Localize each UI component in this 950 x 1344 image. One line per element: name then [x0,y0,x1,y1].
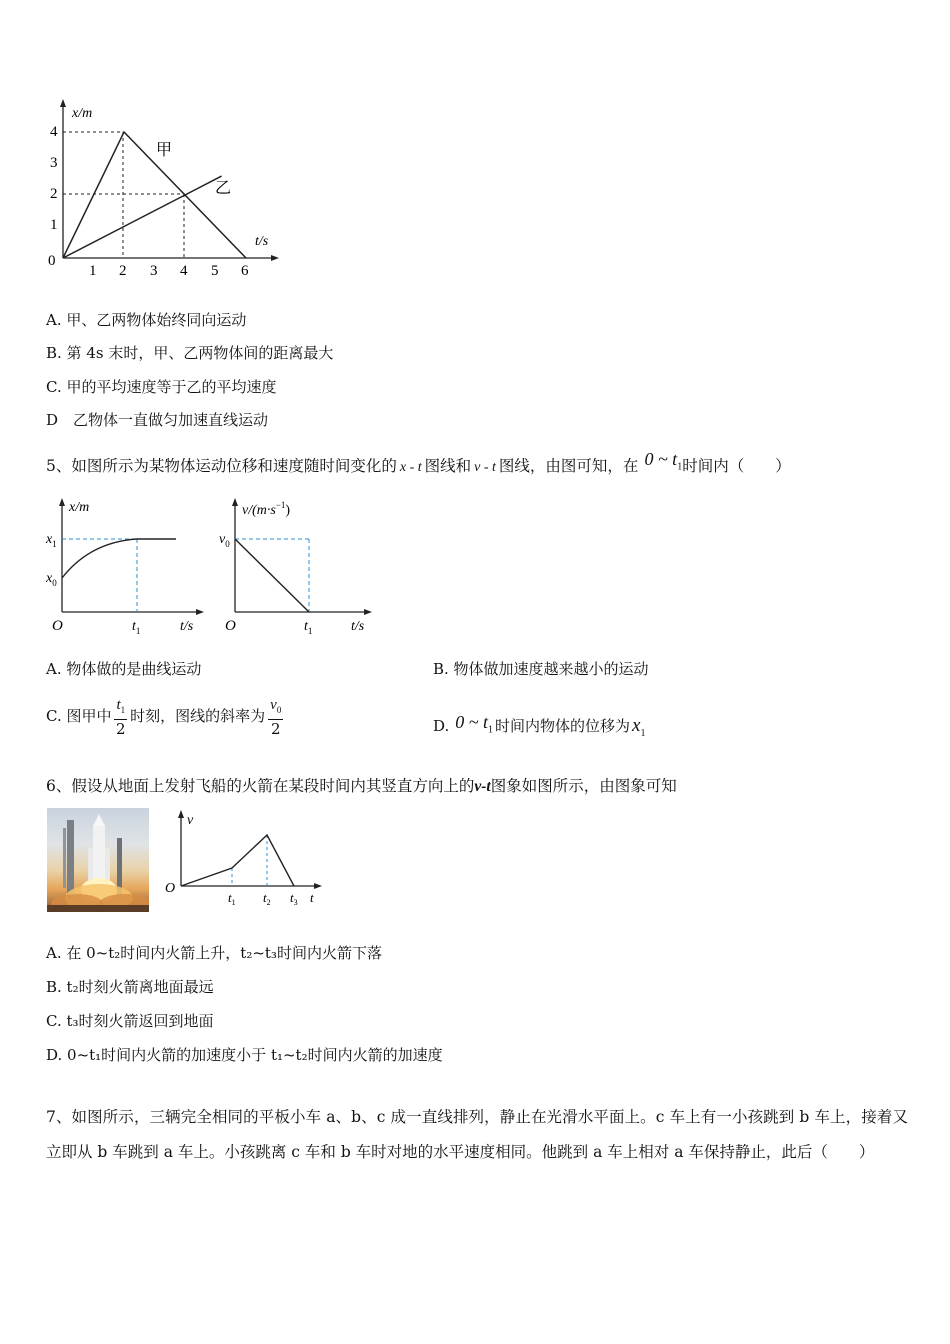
q5-option-d-interval: 0 ~ $t_1$ [455,712,494,736]
q5-stem-part3: 图线，由图可知，在 [498,457,639,475]
x-tick-label: 5 [211,263,219,279]
q5-g1-origin: O [52,618,63,634]
q6-stem-vt: v-t [474,778,491,795]
frac-num: $v_0$ [268,696,283,720]
frac-den: 2 [270,720,281,738]
frac-num: $t_1$ [114,696,127,720]
q5-stem-part1: 5、如图所示为某物体运动位移和速度随时间变化的 [46,457,397,475]
y-tick-label: 3 [50,155,58,171]
q6-t1-tick: $t_1$ [228,890,236,907]
q7-stem-line1: 7、如图所示，三辆完全相同的平板小车 a、b、c 成一直线排列，静止在光滑水平面上。c 车上有一小孩跳到 b 车上，接着又 [46,1108,909,1126]
q5-interval-main: 0 ~ t [644,449,678,469]
q6-t2-tick: $t_2$ [263,890,271,907]
y-tick-label: 1 [50,217,58,233]
q4-option-c: C. 甲的平均速度等于乙的平均速度 [46,378,277,396]
q5-option-c-text2: 时刻，图线的斜率为 [130,707,266,725]
q5-option-c [46,694,286,738]
q5-interval-sub: 1 [677,461,683,473]
x-axis-label: t/s [255,234,269,249]
q4-option-d: D 乙物体一直做匀加速直线运动 [46,411,269,429]
q5-option-c-text1: C. 图甲中 [46,707,112,725]
x-tick-label: 4 [180,263,188,279]
xt-curve [62,539,176,578]
q6-stem-part2: 图象如图所示，由图象可知 [490,777,677,795]
q6-origin: O [165,881,176,896]
q6-option-c: C. t₃时刻火箭返回到地面 [46,1012,214,1030]
q5-option-d-text: 时间内物体的位移为 [495,717,631,735]
q6-y-label: v [187,813,194,828]
q5-interval [644,449,683,473]
q5-g2-y-label: $v/(m\cdot s^{-1})$ [242,500,291,518]
q5-g1-x0-tick: $x_0$ [46,571,57,588]
q4-option-a: A. 甲、乙两物体始终同向运动 [46,311,247,329]
y-tick-label: 0 [48,253,56,269]
y-tick-label: 2 [50,186,58,202]
q5-g2-t1-tick: $t_1$ [304,619,313,636]
q6-stem [46,776,677,797]
q5-g2-v0-tick: $v_0$ [219,532,230,549]
q5-vt-term: v - t [474,460,496,475]
q5-xt-graph [40,492,210,637]
vt-line [235,539,309,612]
q6-stem-part1: 6、假设从地面上发射飞船的火箭在某段时间内其竖直方向上的 [46,777,475,795]
y-axis-label: x/m [72,106,93,121]
q5-g2-origin: O [225,618,236,634]
x-tick-label: 2 [119,263,127,279]
q5-stem [46,449,791,484]
q5-g1-x1-tick: $x_1$ [46,532,57,549]
q6-t3-tick: $t_3$ [290,890,298,907]
q6-x-label: t [310,890,314,905]
x-tick-label: 1 [89,263,97,279]
frac-den: 2 [116,720,126,738]
q5-option-b: B. 物体做加速度越来越小的运动 [433,660,649,678]
xt-graph-jia-yi [40,95,290,280]
x-tick-label: 3 [150,263,158,279]
q6-vt-line [181,835,294,886]
series-label-yi: 乙 [215,180,232,197]
q5-xt-term: x - t [399,460,422,475]
q6-vt-graph [160,808,330,908]
q5-vt-graph [213,492,383,637]
series-label-jia: 甲 [156,142,173,159]
q4-option-b: B. 第 4s 末时，甲、乙两物体间的距离最大 [46,344,334,362]
q7-stem-line2: 立即从 b 车跳到 a 车上。小孩跳离 c 车和 b 车时对地的水平速度相同。他跳到 a 车上相对 a 车保持静止，此后（ ） [46,1143,875,1161]
x-tick-label: 6 [241,263,249,279]
q5-option-d-label: D. [433,717,450,735]
q6-option-d: D. 0~t₁时间内火箭的加速度小于 t₁~t₂时间内火箭的加速度 [46,1046,443,1064]
q5-stem-part4: 时间内（ ） [682,457,791,475]
q5-option-c-fraction-t1 [114,696,127,738]
y-tick-label: 4 [50,124,58,140]
q5-g2-x-label: t/s [351,619,365,634]
q5-option-a: A. 物体做的是曲线运动 [46,660,202,678]
q5-stem-part2: 图线和 [424,457,472,475]
rocket-launch-photo [47,808,149,912]
series-line-yi [63,176,222,258]
q5-g1-y-label: x/m [69,500,90,515]
q5-option-c-fraction-v0 [268,696,283,738]
q6-option-b: B. t₂时刻火箭离地面最远 [46,978,214,996]
q5-option-d [433,710,645,749]
q5-option-d-x1: $x_1$ [632,715,646,739]
q5-g1-t1-tick: $t_1$ [132,619,141,636]
q5-g1-x-label: t/s [180,619,194,634]
q6-option-a: A. 在 0~t₂时间内火箭上升，t₂~t₃时间内火箭下落 [46,944,382,962]
